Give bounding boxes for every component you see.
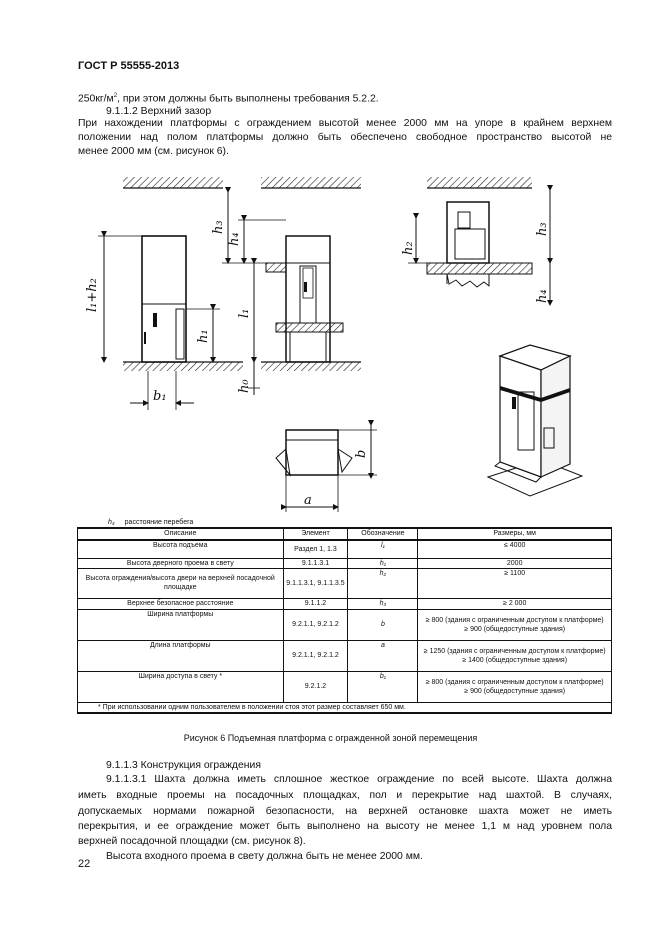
intro-paragraph-line-3: менее 2000 мм (см. рисунок 6). <box>78 146 229 157</box>
cell-symbol: h₁ <box>348 558 418 568</box>
figure-caption: Рисунок 6 Подъемная платформа с огражденной зоной перемещения <box>183 733 478 743</box>
cell-symbol: l₁ <box>348 540 418 558</box>
plan-platform <box>286 430 338 475</box>
cell-dimension: 2000 <box>418 558 612 568</box>
floor-slab-left <box>123 362 243 371</box>
cell-element: 9.1.1.2 <box>283 598 348 609</box>
page-number: 22 <box>78 858 91 870</box>
header-element: Элемент <box>283 528 348 540</box>
left-shaft-body <box>142 236 186 362</box>
table-row <box>78 609 612 640</box>
ceiling-slab-middle <box>261 177 361 188</box>
document-standard-header: ГОСТ Р 55555-2013 <box>78 60 180 72</box>
table-row <box>78 598 612 609</box>
intro-paragraph-line-2: положении над полом платформы должно быть обеспечено свободное пространство высотой не <box>78 132 612 143</box>
table-row <box>78 558 612 568</box>
middle-platform <box>276 323 343 332</box>
legend-symbol: h₄ <box>108 519 115 526</box>
cell-dimension <box>418 609 612 640</box>
middle-shaft-body <box>286 236 330 362</box>
left-elevation-view <box>85 177 243 410</box>
section-9113-line-1: 9.1.1.3.1 Шахта должна иметь сплошное жесткое ограждение по всей высоте. Шахта должна <box>106 774 612 785</box>
cell-dimension: ≤ 4000 <box>418 540 612 558</box>
right-shaft-top <box>447 202 489 263</box>
dimension-line-2: ≥ 900 (общедоступные здания) <box>464 687 566 695</box>
label-a: a <box>304 493 312 508</box>
cell-description: Длина платформы <box>78 640 284 671</box>
label-h3-right: h₃ <box>535 222 550 236</box>
right-landing <box>427 263 532 274</box>
cell-element: Раздел 1, 1.3 <box>283 540 348 558</box>
cell-element: 9.2.1.1, 9.2.1.2 <box>283 609 348 640</box>
ceiling-slab-left <box>123 177 223 188</box>
label-b: b <box>354 449 369 458</box>
label-b1: b₁ <box>153 389 167 404</box>
dimension-line-1: ≥ 800 (здания с ограниченным доступом к платформе) <box>425 678 604 686</box>
floor-slab-middle <box>261 362 361 371</box>
section-9113-line-2: иметь входные проемы на посадочных площадках, пол и перекрытие над шахтой. В случаях, <box>78 790 612 801</box>
section-9113-line-6: Высота входного проема в свету должна быть не менее 2000 мм. <box>106 851 423 862</box>
table-footnote: * При использовании одним пользователем в положении стоя этот размер составляет 650 мм. <box>78 702 612 713</box>
dimension-line-1: ≥ 1250 (здания с ограниченным доступом к платформе) <box>423 647 606 655</box>
cell-dimension: ≥ 1100 <box>418 568 612 598</box>
section-heading-9112: 9.1.1.2 Верхний зазор <box>106 106 212 117</box>
cell-description: Высота ограждения/высота двери на верхней посадочной площадке <box>78 568 284 598</box>
cell-element: 9.2.1.1, 9.2.1.2 <box>283 640 348 671</box>
cell-symbol: b <box>348 609 418 640</box>
label-h2: h₂ <box>401 241 416 255</box>
header-symbol: Обозначение <box>348 528 418 540</box>
intro-first-line-a: 250кг/м <box>78 93 114 105</box>
cell-dimension: ≥ 2 000 <box>418 598 612 609</box>
label-h4: h₄ <box>227 232 242 246</box>
table-footnote-row <box>78 702 612 713</box>
cell-symbol: h₃ <box>348 598 418 609</box>
table-row <box>78 568 612 598</box>
intro-paragraph-line-1: При нахождении платформы с ограждением высотой менее 2000 мм на упоре в крайнем верхнем <box>78 118 612 129</box>
figure-legend <box>108 519 193 526</box>
header-dimension: Размеры, мм <box>418 528 612 540</box>
cell-dimension <box>418 671 612 702</box>
cell-dimension <box>418 640 612 671</box>
cell-description: Верхнее безопасное расстояние <box>78 598 284 609</box>
cell-element: 9.1.1.3.1, 9.1.1.3.5 <box>283 568 348 598</box>
legend-text: расстояние перебега <box>124 519 194 526</box>
ceiling-slab-right <box>427 177 532 188</box>
plan-view <box>276 425 377 512</box>
cell-description: Высота дверного проема в свету <box>78 558 284 568</box>
table-row <box>78 640 612 671</box>
cell-symbol: b₁ <box>348 671 418 702</box>
section-heading-9113: 9.1.1.3 Конструкция ограждения <box>106 760 261 771</box>
label-h3: h₃ <box>211 220 226 234</box>
label-l1-h2: l₁+h₂ <box>85 278 100 312</box>
cell-symbol: h₂ <box>348 568 418 598</box>
section-9113-line-3: допускаемых нормами пожарной безопасности, на верхней остановке шахта может не иметь <box>78 806 612 817</box>
cell-description: Ширина платформы <box>78 609 284 640</box>
isometric-view <box>488 345 582 496</box>
header-description: Описание <box>78 528 284 540</box>
cell-description: Высота подъема <box>78 540 284 558</box>
section-9113-line-4: перекрытия, и ее ограждение может быть выполнено на высоту не менее 1,1 м над уровнем пола <box>78 821 612 832</box>
dimension-line-2: ≥ 1400 (общедоступные здания) <box>462 656 568 664</box>
table-row <box>78 671 612 702</box>
cell-symbol: a <box>348 640 418 671</box>
table-row <box>78 540 612 558</box>
cell-element: 9.2.1.2 <box>283 671 348 702</box>
cell-element: 9.1.1.3.1 <box>283 558 348 568</box>
right-top-view <box>401 177 550 305</box>
dimension-line-2: ≥ 900 (общедоступные здания) <box>464 625 566 633</box>
dimensions-table <box>77 527 612 714</box>
label-h4-right: h₄ <box>535 289 550 303</box>
label-h0: h₀ <box>237 379 252 393</box>
label-h1: h₁ <box>196 329 211 343</box>
cell-description: Ширина доступа в свету * <box>78 671 284 702</box>
dimension-line-1: ≥ 800 (здания с ограниченным доступом к платформе) <box>425 616 604 624</box>
table-header-row <box>78 528 612 540</box>
label-l1: l₁ <box>237 308 252 318</box>
section-9113-line-5: верхней посадочной площадки (см. рисунок 8). <box>78 836 306 847</box>
intro-first-line-b: , при этом должны быть выполнены требования 5.2.2. <box>117 93 379 105</box>
intro-first-line-sup: 2 <box>113 93 118 99</box>
